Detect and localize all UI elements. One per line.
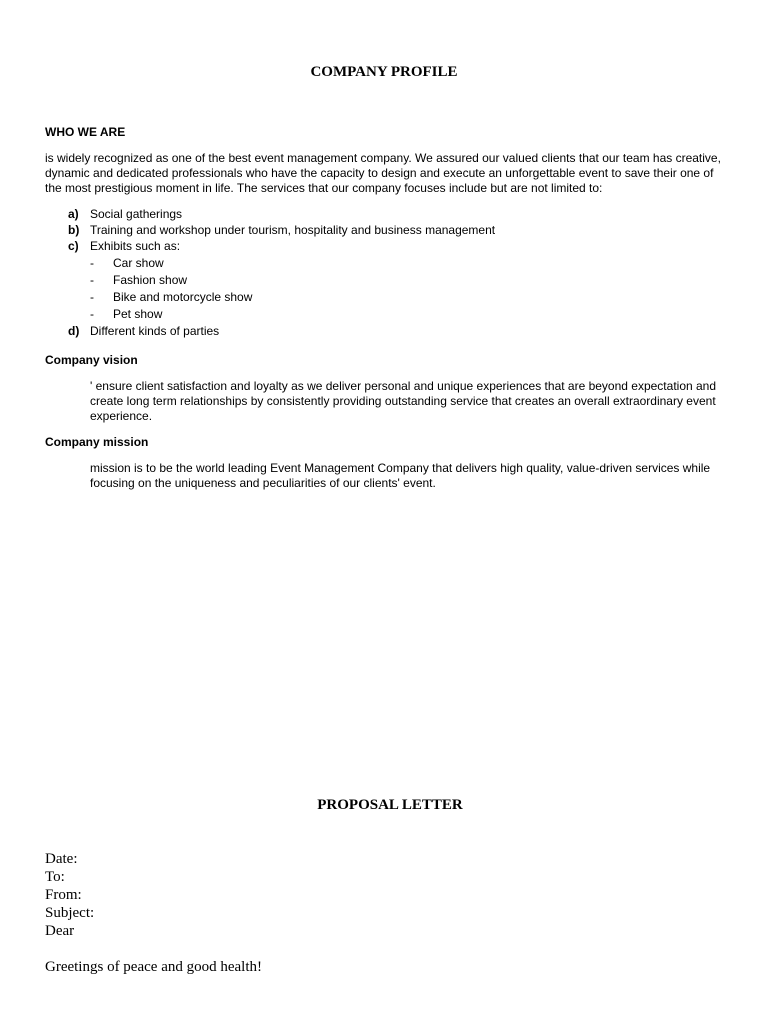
list-item bbox=[45, 324, 725, 340]
list-item bbox=[45, 239, 725, 255]
paragraph-line: focusing on the uniqueness and peculiarities of our clients' event. bbox=[90, 476, 436, 490]
list-item-text: Training and workshop under tourism, hospitality and business management bbox=[90, 223, 496, 237]
dash-bullet: - bbox=[90, 273, 94, 287]
list-item-text: Social gatherings bbox=[90, 207, 183, 221]
list-item bbox=[45, 223, 725, 239]
who-we-are-heading: WHO WE ARE bbox=[45, 125, 126, 139]
sublist-item-text: Pet show bbox=[113, 307, 163, 321]
dash-bullet: - bbox=[90, 307, 94, 321]
company-vision-text bbox=[90, 379, 720, 424]
from-field: From: bbox=[45, 887, 82, 903]
sublist-item bbox=[45, 307, 725, 324]
company-vision-heading: Company vision bbox=[45, 353, 138, 367]
list-item-text: Different kinds of parties bbox=[90, 324, 220, 338]
sublist-item bbox=[45, 273, 725, 290]
sublist-item-text: Fashion show bbox=[113, 273, 188, 287]
salutation: Dear bbox=[45, 923, 75, 939]
list-item-text: Exhibits such as: bbox=[90, 239, 181, 253]
services-list bbox=[45, 207, 725, 255]
paragraph-line: the most prestigious moment in life. The services that our company focuses include but are not limited to: bbox=[45, 181, 603, 195]
paragraph-line: is widely recognized as one of the best event management company. We assured our valued clients that our team has creative, bbox=[45, 151, 721, 165]
sublist-item-text: Bike and motorcycle show bbox=[113, 290, 253, 304]
list-marker: d) bbox=[68, 324, 80, 338]
sublist-item bbox=[45, 256, 725, 273]
company-mission-text bbox=[90, 461, 720, 491]
company-mission-heading: Company mission bbox=[45, 435, 149, 449]
date-field: Date: bbox=[45, 851, 78, 867]
paragraph-line: experience. bbox=[90, 409, 153, 423]
list-marker: b) bbox=[68, 223, 80, 237]
proposal-letter-title: PROPOSAL LETTER bbox=[317, 797, 463, 813]
list-marker: a) bbox=[68, 207, 79, 221]
greeting-line: Greetings of peace and good health! bbox=[45, 959, 262, 975]
sublist-item bbox=[45, 290, 725, 307]
company-profile-title: COMPANY PROFILE bbox=[310, 64, 458, 80]
paragraph-line: ' ensure client satisfaction and loyalty as we deliver personal and unique experiences that are beyond expectation and bbox=[90, 379, 717, 393]
letter-header-fields bbox=[45, 850, 94, 940]
to-field: To: bbox=[45, 869, 65, 885]
list-marker: c) bbox=[68, 239, 79, 253]
services-list-continued bbox=[45, 324, 725, 340]
subject-field: Subject: bbox=[45, 905, 95, 921]
paragraph-line: mission is to be the world leading Event Management Company that delivers high quality, value-driven services while bbox=[90, 461, 711, 475]
sublist-item-text: Car show bbox=[113, 256, 164, 270]
dash-bullet: - bbox=[90, 256, 94, 270]
exhibits-sublist bbox=[45, 256, 725, 324]
list-item bbox=[45, 207, 725, 223]
who-we-are-paragraph bbox=[45, 151, 725, 196]
dash-bullet: - bbox=[90, 290, 94, 304]
paragraph-line: dynamic and dedicated professionals who have the capacity to design and execute an unforgettable event to save their one of bbox=[45, 166, 714, 180]
paragraph-line: create long term relationships by consistently providing outstanding service that creates an overall extraordinary event bbox=[90, 394, 716, 408]
